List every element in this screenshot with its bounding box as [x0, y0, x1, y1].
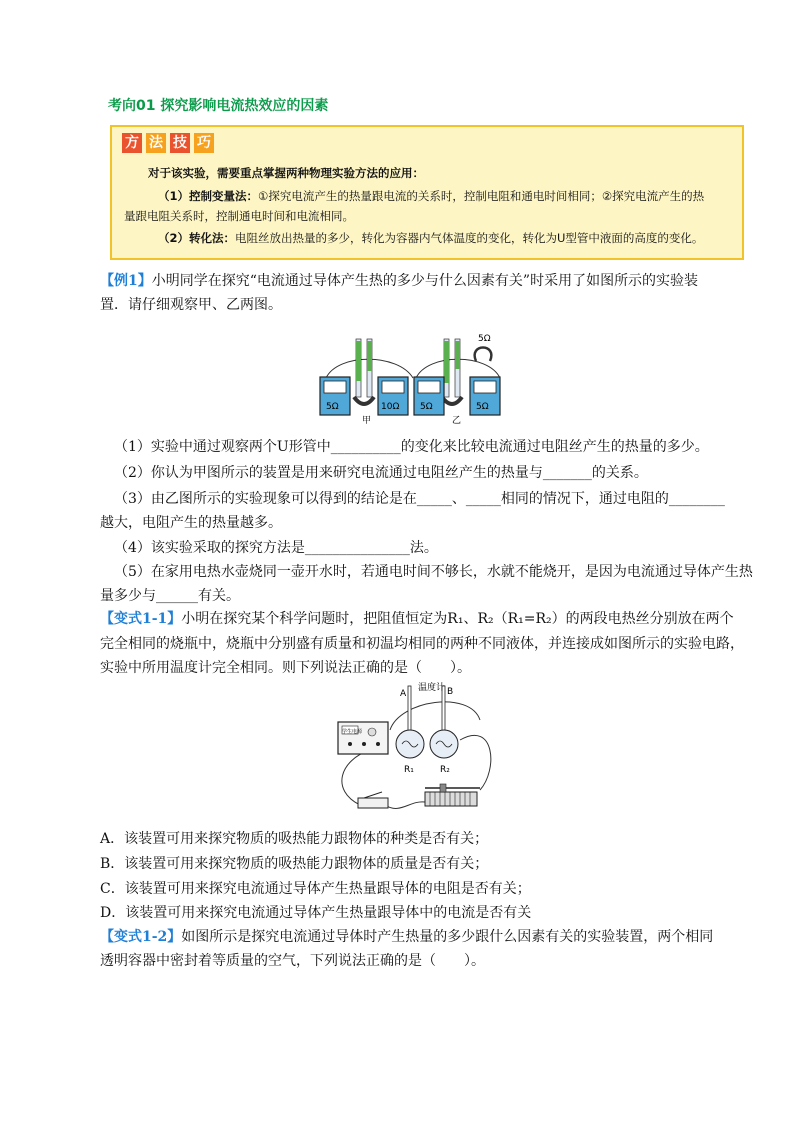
power-supply-label: 学生电源	[342, 729, 363, 735]
thermometer-a-label: A	[400, 689, 407, 699]
method-item1-label: （1）控制变量法：	[158, 189, 259, 203]
method-intro: 对于该实验，需要重点掌握两种物理实验方法的应用：	[148, 166, 424, 180]
section-heading: 考向01 探究影响电流热效应的因素	[108, 98, 329, 114]
method-item1-line1	[158, 188, 704, 204]
thermometer-label: 温度计	[418, 683, 446, 693]
figure-resistor-a: 5Ω	[326, 402, 339, 412]
figure-resistor-b: 10Ω	[381, 402, 400, 412]
example1-text: 小明同学在探究“电流通过导体产生热的多少与什么因素有关”时采用了如图所示的实验装	[151, 273, 699, 289]
variant12-line1	[100, 926, 713, 948]
variant11-line1	[100, 608, 734, 630]
example1-q4: （4）该实验采取的探究方法是_______________法。	[114, 540, 438, 556]
option-c: C．该装置可用来探究电流通过导体产生热量跟导体的电阻是否有关；	[100, 881, 531, 897]
u-tube-apparatus-figure	[318, 333, 508, 425]
figure-label-yi: 乙	[452, 416, 462, 425]
variant11-line3: 实验中所用温度计完全相同。则下列说法正确的是（ ）。	[100, 660, 471, 676]
example1-label: 【例1】	[100, 273, 152, 289]
tip-tile-1: 方	[122, 133, 142, 153]
variant12-label: 【变式1-2】	[100, 929, 182, 945]
figure-resistor-c: 5Ω	[420, 402, 433, 412]
method-item1-line2: 量跟电阻关系时，控制通电时间和电流相同。	[124, 209, 354, 223]
example1-q5-line1: （5）在家用电热水壶烧同一壶开水时，若通电时间不够长，水就不能烧开，是因为电流通过导体产生热	[114, 564, 753, 580]
thermometer-b-label: B	[447, 687, 454, 697]
option-a: A．该装置可用来探究物质的吸热能力跟物体的种类是否有关；	[100, 831, 489, 847]
resistor-r2-label: R₂	[440, 765, 450, 775]
variant12-text: 如图所示是探究电流通过导体时产生热量的多少跟什么因素有关的实验装置，两个相同	[181, 929, 714, 945]
tip-tile-2: 法	[146, 133, 166, 153]
method-item2-text: 电阻丝放出热量的多少，转化为容器内气体温度的变化，转化为U型管中液面的高度的变化。	[235, 231, 704, 245]
variant11-line2: 完全相同的烧瓶中，烧瓶中分别盛有质量和初温均相同的两种不同液体，并连接成如图所示的实验电路，	[100, 636, 744, 652]
example1-line2: 置．请仔细观察甲、乙两图。	[100, 297, 282, 313]
method-item1-text-a: ①探究电流产生的热量跟电流的关系时，控制电阻和通电时间相同；②探究电流产生的热	[258, 189, 705, 203]
figure-label-jia: 甲	[362, 416, 372, 425]
resistor-r1-label: R₁	[404, 765, 414, 775]
example1-q3-line2: 越大，电阻产生的热量越多。	[100, 515, 282, 531]
example1-q5-line2: 量多少与______有关。	[100, 588, 240, 604]
variant11-label: 【变式1-1】	[100, 611, 182, 627]
example1-q1: （1）实验中通过观察两个U形管中__________的变化来比较电流通过电阻丝产生的热量的多少。	[114, 439, 709, 455]
method-tips-box	[110, 125, 744, 260]
example1-q2: （2）你认为甲图所示的装置是用来研究电流通过电阻丝产生的热量与_______的关系。	[114, 465, 648, 481]
example1-line1	[100, 270, 698, 292]
figure-top-resistor-label: 5Ω	[478, 334, 491, 344]
tip-tile-4: 巧	[194, 133, 214, 153]
method-item2-label: （2）转化法：	[158, 231, 236, 245]
example1-q3-line1: （3）由乙图所示的实验现象可以得到的结论是在_____、_____相同的情况下，通过电阻的________	[114, 491, 725, 507]
variant11-text: 小明在探究某个科学问题时，把阻值恒定为R₁、R₂（R₁=R₂）的两段电热丝分别放在两个	[181, 611, 734, 627]
method-item2	[158, 230, 703, 246]
tip-tile-3: 技	[170, 133, 190, 153]
option-b: B．该装置可用来探究物质的吸热能力跟物体的质量是否有关；	[100, 856, 489, 872]
variant12-line2: 透明容器中密封着等质量的空气，下列说法正确的是（ ）。	[100, 953, 485, 969]
figure-resistor-d: 5Ω	[476, 402, 489, 412]
option-d: D．该装置可用来探究电流通过导体产生热量跟导体中的电流是否有关	[100, 905, 532, 921]
flask-circuit-figure	[330, 680, 500, 822]
